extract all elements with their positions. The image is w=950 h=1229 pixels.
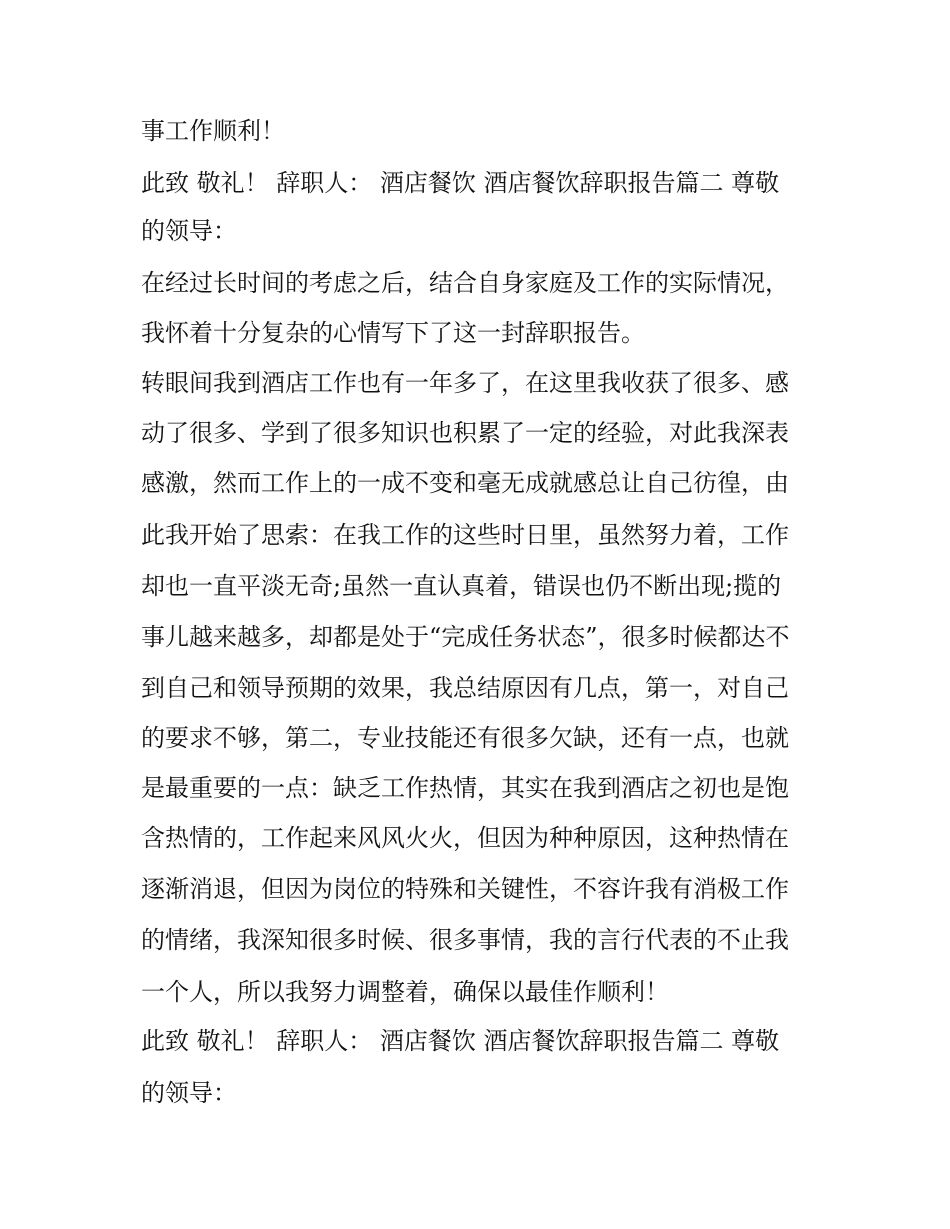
text-line: 事工作顺利！: [141, 117, 285, 145]
text-line: 到自己和领导预期的效果，我总结原因有几点，第一，对自己: [141, 674, 789, 702]
text-line: 事儿越来越多，却都是处于“完成任务状态”，很多时候都达不: [141, 623, 790, 651]
text-line: 的领导：: [141, 1079, 237, 1107]
text-line: 感激，然而工作上的一成不变和毫无成就感总让自己彷徨，由: [141, 469, 789, 497]
text-line: 的情绪，我深知很多时候、很多事情，我的言行代表的不止我: [141, 926, 789, 954]
text-line: 我怀着十分复杂的心情写下了这一封辞职报告。: [141, 319, 645, 347]
text-line: 此致 敬礼！ 辞职人： 酒店餐饮 酒店餐饮辞职报告篇二 尊敬: [141, 1027, 780, 1055]
text-line: 此致 敬礼！ 辞职人： 酒店餐饮 酒店餐饮辞职报告篇二 尊敬: [141, 169, 780, 197]
text-line: 的要求不够，第二，专业技能还有很多欠缺，还有一点，也就: [141, 724, 789, 752]
text-line: 转眼间我到酒店工作也有一年多了，在这里我收获了很多、感: [141, 369, 789, 397]
text-line: 含热情的，工作起来风风火火，但因为种种原因，这种热情在: [141, 824, 789, 852]
text-line: 一个人，所以我努力调整着，确保以最佳作顺利！: [141, 978, 669, 1006]
text-line: 却也一直平淡无奇;虽然一直认真着，错误也仍不断出现;揽的: [141, 572, 782, 600]
text-line: 在经过长时间的考虑之后，结合自身家庭及工作的实际情况，: [141, 269, 789, 297]
text-line: 此我开始了思索：在我工作的这些时日里，虽然努力着，工作: [141, 521, 789, 549]
text-line: 逐渐消退，但因为岗位的特殊和关键性，不容许我有消极工作: [141, 875, 789, 903]
text-line: 动了很多、学到了很多知识也积累了一定的经验，对此我深表: [141, 419, 789, 447]
text-line: 是最重要的一点：缺乏工作热情，其实在我到酒店之初也是饱: [141, 774, 789, 802]
text-line: 的领导：: [141, 217, 237, 245]
